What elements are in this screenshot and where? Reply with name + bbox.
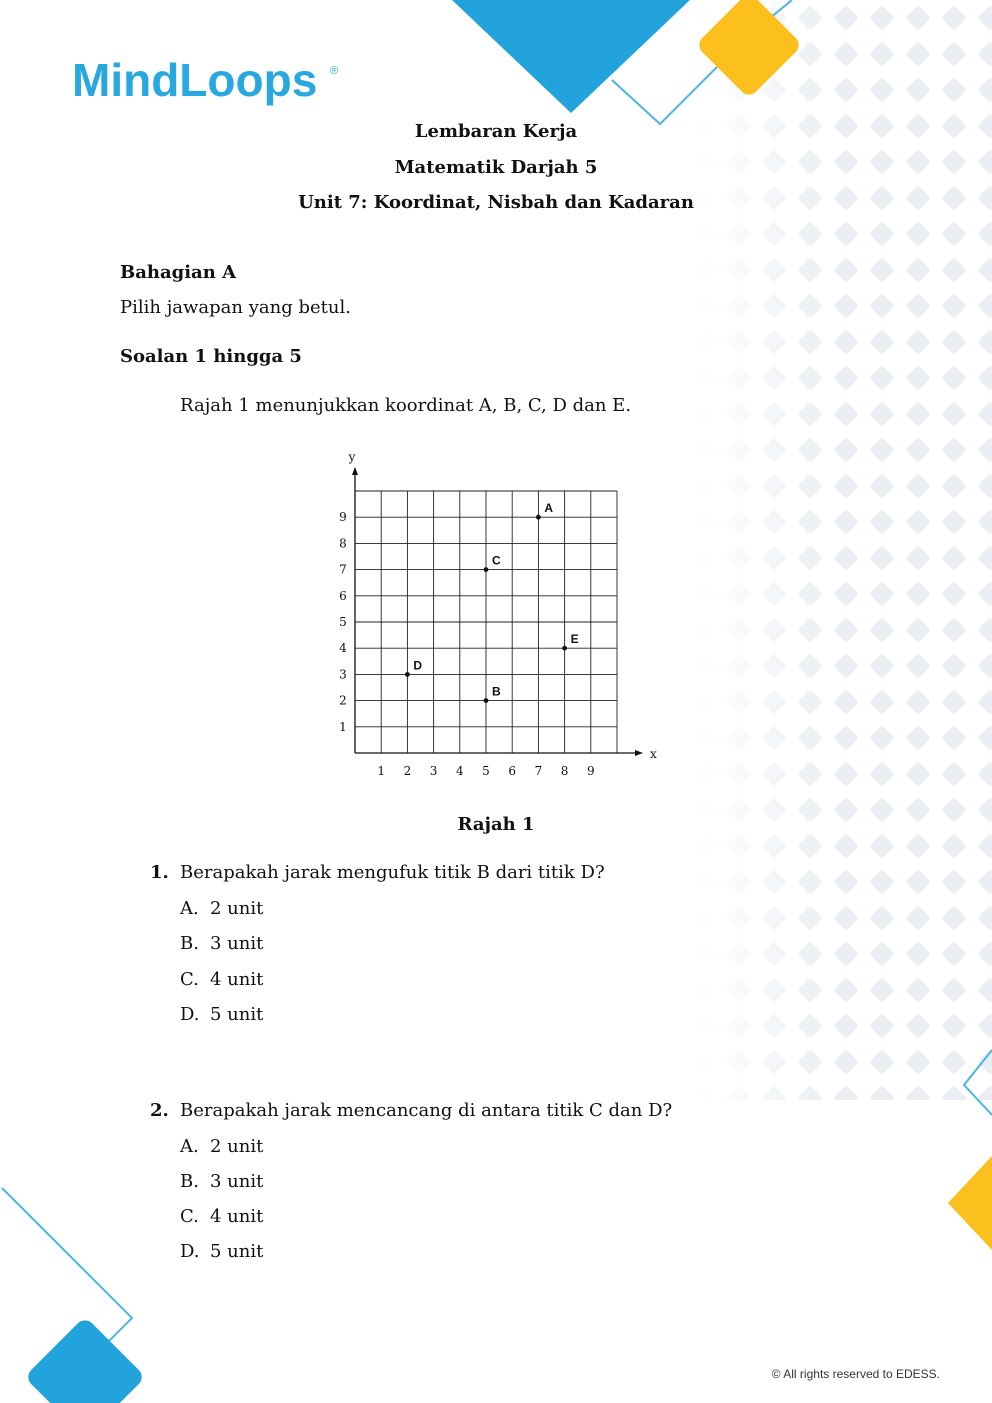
option-text: 3 unit: [210, 933, 264, 954]
point-e: [562, 646, 567, 651]
x-tick-label: 3: [429, 764, 438, 778]
top-yellow-diamond: [695, 0, 802, 99]
option-letter: C.: [180, 969, 199, 990]
option-text: 2 unit: [210, 1136, 264, 1157]
option-text: 2 unit: [210, 898, 264, 919]
y-tick-label: 7: [339, 562, 347, 577]
section-subtitle: Soalan 1 hingga 5: [120, 346, 302, 367]
question-number: 2.: [150, 1100, 169, 1121]
x-axis-label: x: [650, 747, 657, 761]
section-title: Bahagian A: [120, 262, 237, 283]
x-tick-label: 1: [377, 764, 386, 778]
figure-intro: Rajah 1 menunjukkan koordinat A, B, C, D dan E.: [180, 395, 632, 416]
option-letter: D.: [180, 1004, 200, 1025]
question-text: Berapakah jarak mengufuk titik B dari titik D?: [180, 862, 605, 883]
x-tick-label: 8: [560, 764, 569, 778]
point-label-b: B: [492, 684, 501, 699]
logo-text: MindLoops: [72, 54, 318, 106]
right-yellow-diamond: [948, 1156, 992, 1250]
x-tick-label: 7: [534, 764, 543, 778]
y-tick-label: 6: [339, 588, 347, 603]
point-label-e: E: [570, 632, 579, 647]
y-tick-label: 2: [339, 693, 347, 708]
worksheet-subject: Matematik Darjah 5: [394, 157, 598, 178]
x-tick-label: 5: [482, 764, 490, 778]
y-tick-label: 3: [339, 667, 347, 682]
option-text: 4 unit: [210, 1206, 264, 1227]
y-tick-label: 5: [339, 615, 347, 629]
x-tick-label: 9: [586, 764, 595, 778]
brand-logo: [72, 52, 352, 116]
x-tick-label: 4: [455, 764, 464, 778]
point-label-d: D: [413, 658, 423, 673]
section-instruction: Pilih jawapan yang betul.: [120, 297, 351, 318]
option-letter: B.: [180, 1171, 199, 1192]
question-text: Berapakah jarak mencancang di antara titik C dan D?: [180, 1100, 673, 1121]
mindloops-logo: [72, 52, 352, 112]
option-text: 5 unit: [210, 1004, 264, 1025]
logo-registered-mark: ®: [330, 65, 339, 77]
option-letter: A.: [180, 1136, 199, 1157]
option-letter: B.: [180, 933, 199, 954]
point-c: [484, 567, 489, 572]
coordinate-chart: [320, 440, 670, 789]
option-letter: C.: [180, 1206, 199, 1227]
figure-caption: Rajah 1: [457, 814, 535, 835]
bottom-blue-diamond: [24, 1316, 146, 1403]
point-label-a: A: [544, 501, 554, 516]
x-axis-arrow: [635, 750, 643, 756]
y-axis-label: y: [348, 450, 356, 464]
top-blue-triangle: [452, 0, 690, 113]
option-text: 3 unit: [210, 1171, 264, 1192]
y-tick-label: 1: [339, 719, 347, 734]
x-tick-label: 6: [508, 764, 517, 778]
x-tick-label: 2: [403, 764, 412, 778]
worksheet-unit: Unit 7: Koordinat, Nisbah dan Kadaran: [298, 192, 694, 213]
option-letter: D.: [180, 1241, 200, 1262]
point-label-c: C: [492, 553, 501, 568]
option-text: 4 unit: [210, 969, 264, 990]
option-text: 5 unit: [210, 1241, 264, 1262]
y-tick-label: 9: [339, 510, 347, 525]
y-axis-arrow: [352, 467, 358, 475]
point-d: [405, 672, 410, 677]
copyright-footer: © All rights reserved to EDESS.: [771, 1367, 940, 1381]
y-tick-label: 4: [339, 641, 347, 656]
y-tick-label: 8: [339, 536, 347, 551]
point-a: [536, 515, 541, 520]
coordinate-grid-svg: [320, 440, 670, 785]
option-letter: A.: [180, 898, 199, 919]
point-b: [484, 698, 489, 703]
question-number: 1.: [150, 862, 169, 883]
worksheet-title: Lembaran Kerja: [414, 121, 578, 142]
